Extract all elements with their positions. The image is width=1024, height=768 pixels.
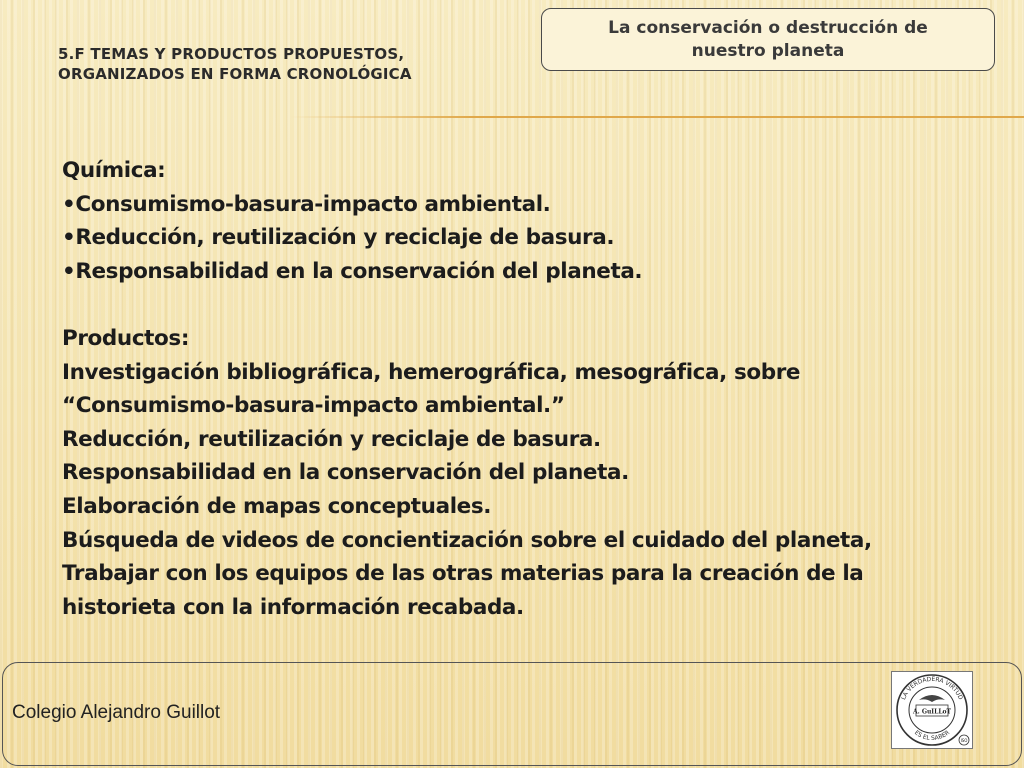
seal-bottom-text: ES EL SABER — [913, 729, 951, 743]
seal-top-text: LA VERDADERA VIRTUD — [900, 675, 964, 701]
productos-line: Responsabilidad en la conservación del planeta. — [62, 460, 629, 486]
quimica-item: •Consumismo-basura-impacto ambiental. — [62, 191, 551, 217]
productos-line: Elaboración de mapas conceptuales. — [62, 493, 492, 519]
school-logo — [891, 671, 973, 749]
slide-section-title: 5.F TEMAS Y PRODUCTOS PROPUESTOS, ORGANIZADOS EN FORMA CRONOLÓGICA — [58, 45, 412, 83]
productos-line: Búsqueda de videos de concientización sobre el cuidado del planeta, — [62, 527, 872, 553]
productos-line: historieta con la información recabada. — [62, 594, 524, 620]
eagle-icon — [919, 695, 945, 702]
blank-line — [62, 288, 962, 322]
productos-line: Investigación bibliográfica, hemerográfica, mesográfica, sobre — [62, 359, 801, 385]
quimica-item: •Responsabilidad en la conservación del planeta. — [62, 258, 643, 284]
slide-body — [62, 154, 962, 624]
topic-title-box — [541, 8, 995, 71]
svg-text:ES EL SABER — [913, 729, 951, 742]
productos-line: Trabajar con los equipos de las otras materias para la creación de la — [62, 561, 864, 587]
productos-heading: Productos: — [62, 325, 190, 351]
topic-title: La conservación o destrucción de nuestro planeta — [608, 17, 928, 61]
school-seal-icon — [892, 672, 972, 748]
seal-center-text: A. GuILLoT — [912, 708, 952, 716]
productos-line: “Consumismo-basura-impacto ambiental.” — [62, 393, 565, 419]
quimica-item: •Reducción, reutilización y reciclaje de basura. — [62, 225, 615, 251]
iso-badge: ISO — [960, 738, 968, 743]
productos-line: Reducción, reutilización y reciclaje de basura. — [62, 426, 601, 452]
school-name: Colegio Alejandro Guillot — [12, 702, 221, 723]
quimica-heading: Química: — [62, 158, 166, 183]
header-divider — [290, 116, 1024, 118]
